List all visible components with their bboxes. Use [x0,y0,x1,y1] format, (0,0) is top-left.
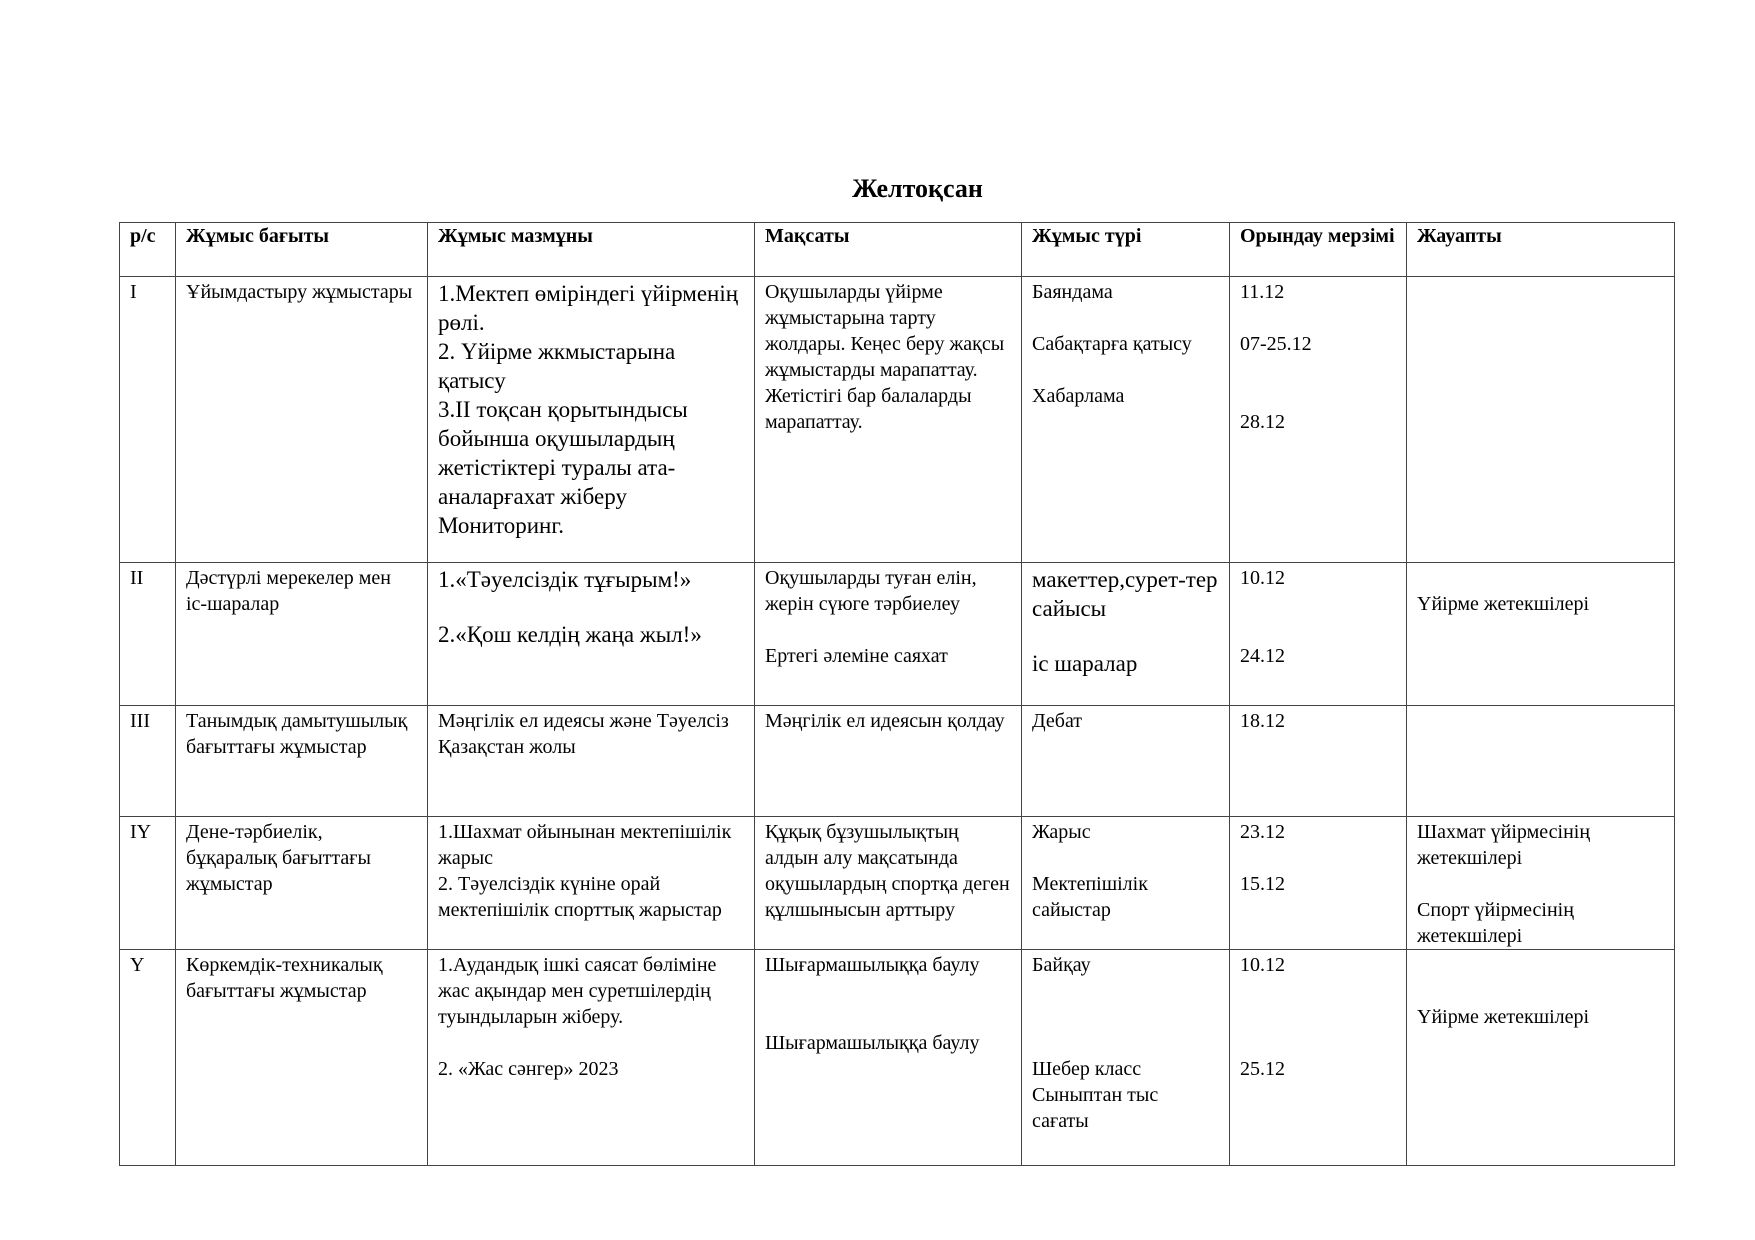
row-deadline [1230,817,1407,950]
row-deadline [1230,563,1407,706]
row-deadline [1230,950,1407,1166]
row-content [428,817,755,950]
row-type [1022,950,1230,1166]
header-responsible: Жауапты [1407,223,1675,277]
row-num: II [120,563,176,706]
row-goal [755,950,1022,1166]
table-row [120,277,1675,563]
goal-item: Ертегі әлеміне саяхат [765,645,948,667]
deadline-item: 11.12 [1240,281,1285,303]
type-item: Сабақтарға қатысу [1032,333,1192,355]
row-direction: Ұйымдастыру жұмыстары [176,277,428,563]
responsible-item: Шахмат үйірмесінің жетекшілері [1417,821,1591,869]
row-responsible: Үйірме жетекшілері [1407,563,1675,706]
header-direction: Жұмыс бағыты [176,223,428,277]
content-item: 1.Мектеп өміріндегі үйірменің рөлі. [438,281,739,335]
content-item: 1.«Тәуелсіздік тұғырым!» [438,567,692,592]
row-content [428,563,755,706]
deadline-item: 25.12 [1240,1058,1285,1080]
deadline-item: 24.12 [1240,645,1285,667]
table-header-row [120,223,1675,277]
responsible-item: Спорт үйірмесінің жетекшілері [1417,899,1574,947]
row-direction: Танымдық дамытушылық бағыттағы жұмыстар [176,706,428,817]
content-item: 1.Шахмат ойынынан мектепішілік жарыс [438,821,732,869]
deadline-item: 15.12 [1240,873,1285,895]
row-deadline: 18.12 [1230,706,1407,817]
row-direction: Дәстүрлі мерекелер мен іс-шаралар [176,563,428,706]
header-deadline: Орындау мерзімі [1230,223,1407,277]
row-content [428,277,755,563]
deadline-item: 23.12 [1240,821,1285,843]
row-deadline [1230,277,1407,563]
row-direction: Дене-тәрбиелік, бұқаралық бағыттағы жұмыстар [176,817,428,950]
row-responsible [1407,817,1675,950]
table-row [120,563,1675,706]
row-direction: Көркемдік-техникалық бағыттағы жұмыстар [176,950,428,1166]
row-num: IY [120,817,176,950]
row-type [1022,277,1230,563]
row-goal: Оқушыларды үйірме жұмыстарына тарту жолдары. Кеңес беру жақсы жұмыстарды марапаттау. Жетістігі бар балаларды марапаттау. [755,277,1022,563]
plan-table [119,222,1675,1166]
content-item: 3.ІІ тоқсан қорытындысы бойынша оқушылардың жетістіктері туралы ата-аналарғахат жіберу [438,397,688,509]
deadline-item: 07-25.12 [1240,333,1312,355]
content-item: 2. «Жас сәнгер» 2023 [438,1058,619,1080]
header-content: Жұмыс мазмұны [428,223,755,277]
type-item: Шебер класс [1032,1058,1142,1080]
deadline-item: 10.12 [1240,954,1285,976]
content-item: 1.Аудандық ішкі саясат бөліміне жас ақындар мен суретшілердің туындыларын жіберу. [438,954,717,1028]
type-item: макеттер,сурет-тер сайысы [1032,567,1218,621]
content-item: 2. Тәуелсіздік күніне орай мектепішілік спорттық жарыстар [438,873,722,921]
content-item: 2.«Қош келдің жаңа жыл!» [438,622,702,647]
goal-item: Шығармашылыққа баулу [765,1032,980,1054]
row-goal [755,563,1022,706]
row-type [1022,563,1230,706]
row-type: Дебат [1022,706,1230,817]
row-goal: Құқық бұзушылықтың алдын алу мақсатында оқушылардың спортқа деген құлшынысын арттыру [755,817,1022,950]
content-item: Мониторинг. [438,513,564,538]
type-item: Мектепішілік сайыстар [1032,873,1148,921]
goal-item: Оқушыларды туған елін, жерін сүюге тәрбиелеу [765,567,977,615]
deadline-item: 28.12 [1240,411,1285,433]
row-type [1022,817,1230,950]
type-item: Баяндама [1032,281,1113,303]
row-num: I [120,277,176,563]
row-num: III [120,706,176,817]
type-item: Хабарлама [1032,385,1125,407]
row-responsible: Үйірме жетекшілері [1407,950,1675,1166]
table-row [120,706,1675,817]
goal-item: Шығармашылыққа баулу [765,954,980,976]
row-goal: Мәңгілік ел идеясын қолдау [755,706,1022,817]
type-item: Жарыс [1032,821,1091,843]
header-goal: Мақсаты [755,223,1022,277]
header-type: Жұмыс түрі [1022,223,1230,277]
table-row [120,817,1675,950]
type-item: Байқау [1032,954,1091,976]
deadline-item: 10.12 [1240,567,1285,589]
type-item: Сыныптан тыс сағаты [1032,1084,1159,1132]
row-content: Мәңгілік ел идеясы және Тәуелсіз Қазақстан жолы [428,706,755,817]
page-title: Желтоқсан [852,174,983,203]
row-num: Y [120,950,176,1166]
content-item: 2. Үйірме жкмыстарына қатысу [438,339,676,393]
row-responsible [1407,706,1675,817]
header-num: р/с [120,223,176,277]
row-responsible [1407,277,1675,563]
table-row [120,950,1675,1166]
type-item: іс шаралар [1032,651,1138,676]
row-content [428,950,755,1166]
